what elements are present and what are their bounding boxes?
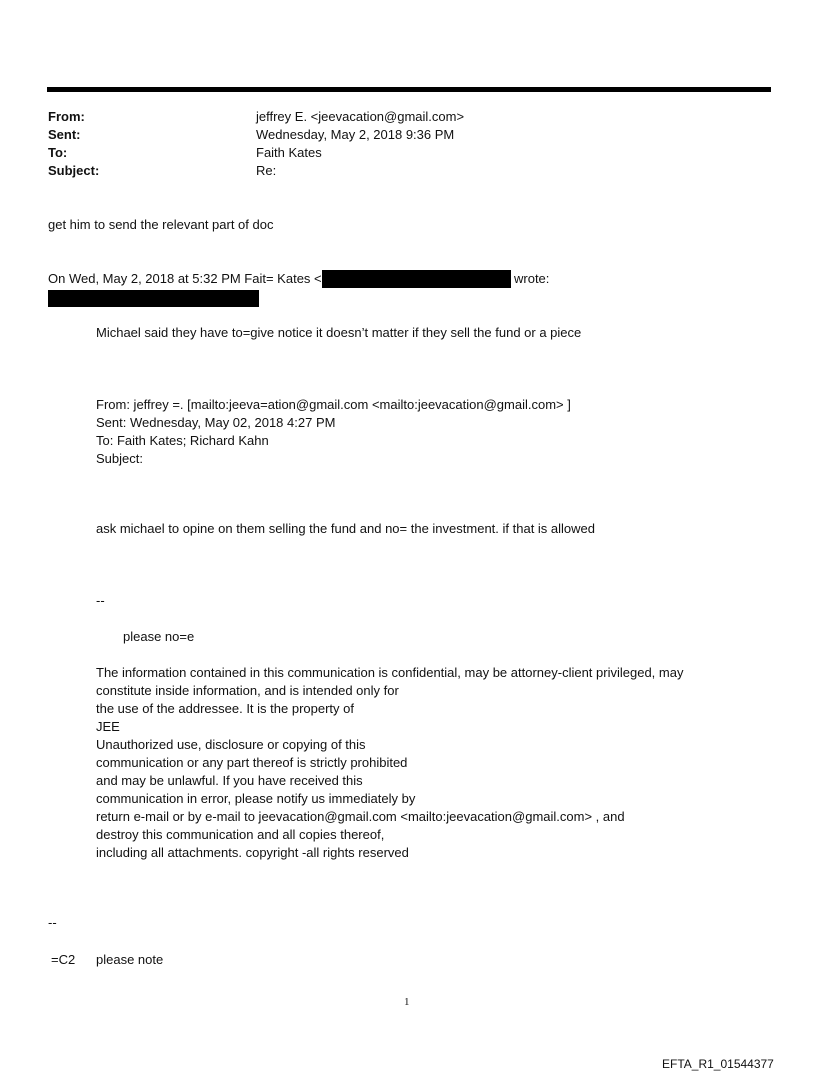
redaction-box — [48, 290, 259, 307]
subject-label: Subject: — [48, 163, 100, 178]
to-value: Faith Kates — [256, 145, 322, 160]
quote-intro-suffix: wrote: — [514, 271, 550, 286]
subject-value: Re: — [256, 163, 277, 178]
disclaimer-line: JEE — [96, 719, 120, 734]
disclaimer-line: destroy this communication and all copies thereof, — [96, 827, 385, 842]
disclaimer-line: communication or any part thereof is strictly prohibited — [96, 755, 408, 770]
fwd-to: To: Faith Kates; Richard Kahn — [96, 433, 269, 448]
disclaimer-line: Unauthorized use, disclosure or copying of this — [96, 737, 366, 752]
sent-value: Wednesday, May 2, 2018 9:36 PM — [256, 127, 455, 142]
header-rule — [47, 87, 771, 92]
please-note-line: please no=e — [123, 629, 195, 644]
redaction-box — [322, 270, 511, 288]
reply-line: get him to send the relevant part of doc — [48, 217, 274, 232]
c2-code: =C2 — [51, 952, 76, 967]
disclaimer-line: including all attachments. copyright -all rights reserved — [96, 845, 409, 860]
disclaimer-line: and may be unlawful. If you have received this — [96, 773, 363, 788]
fwd-subject: Subject: — [96, 451, 143, 466]
disclaimer-line: communication in error, please notify us immediately by — [96, 791, 416, 806]
disclaimer-line: The information contained in this communication is confidential, may be attorney-client privileged, may — [96, 665, 684, 680]
fwd-from: From: jeffrey =. [mailto:jeeva=ation@gmail.com <mailto:jeevacation@gmail.com> ] — [96, 397, 571, 412]
from-value: jeffrey E. <jeevacation@gmail.com> — [256, 109, 465, 124]
disclaimer-line: return e-mail or by e-mail to jeevacation@gmail.com <mailto:jeevacation@gmail.com> , and — [96, 809, 625, 824]
disclaimer-line: the use of the addressee. It is the property of — [96, 701, 354, 716]
to-label: To: — [48, 145, 68, 160]
fwd-sent: Sent: Wednesday, May 02, 2018 4:27 PM — [96, 415, 336, 430]
c2-text: please note — [96, 952, 164, 967]
from-label: From: — [48, 109, 85, 124]
outer-separator: -- — [48, 915, 57, 930]
document-id: EFTA_R1_01544377 — [662, 1057, 774, 1071]
signature-separator: -- — [96, 593, 105, 608]
sent-label: Sent: — [48, 127, 81, 142]
quote-intro-prefix: On Wed, May 2, 2018 at 5:32 PM Fait= Kates < — [48, 271, 322, 286]
page-number: 1 — [404, 996, 410, 1008]
ask-line: ask michael to opine on them selling the fund and no= the investment. if that is allowed — [96, 521, 595, 536]
disclaimer-line: constitute inside information, and is intended only for — [96, 683, 399, 698]
michael-line: Michael said they have to=give notice it doesn’t matter if they sell the fund or a piece — [96, 325, 582, 340]
